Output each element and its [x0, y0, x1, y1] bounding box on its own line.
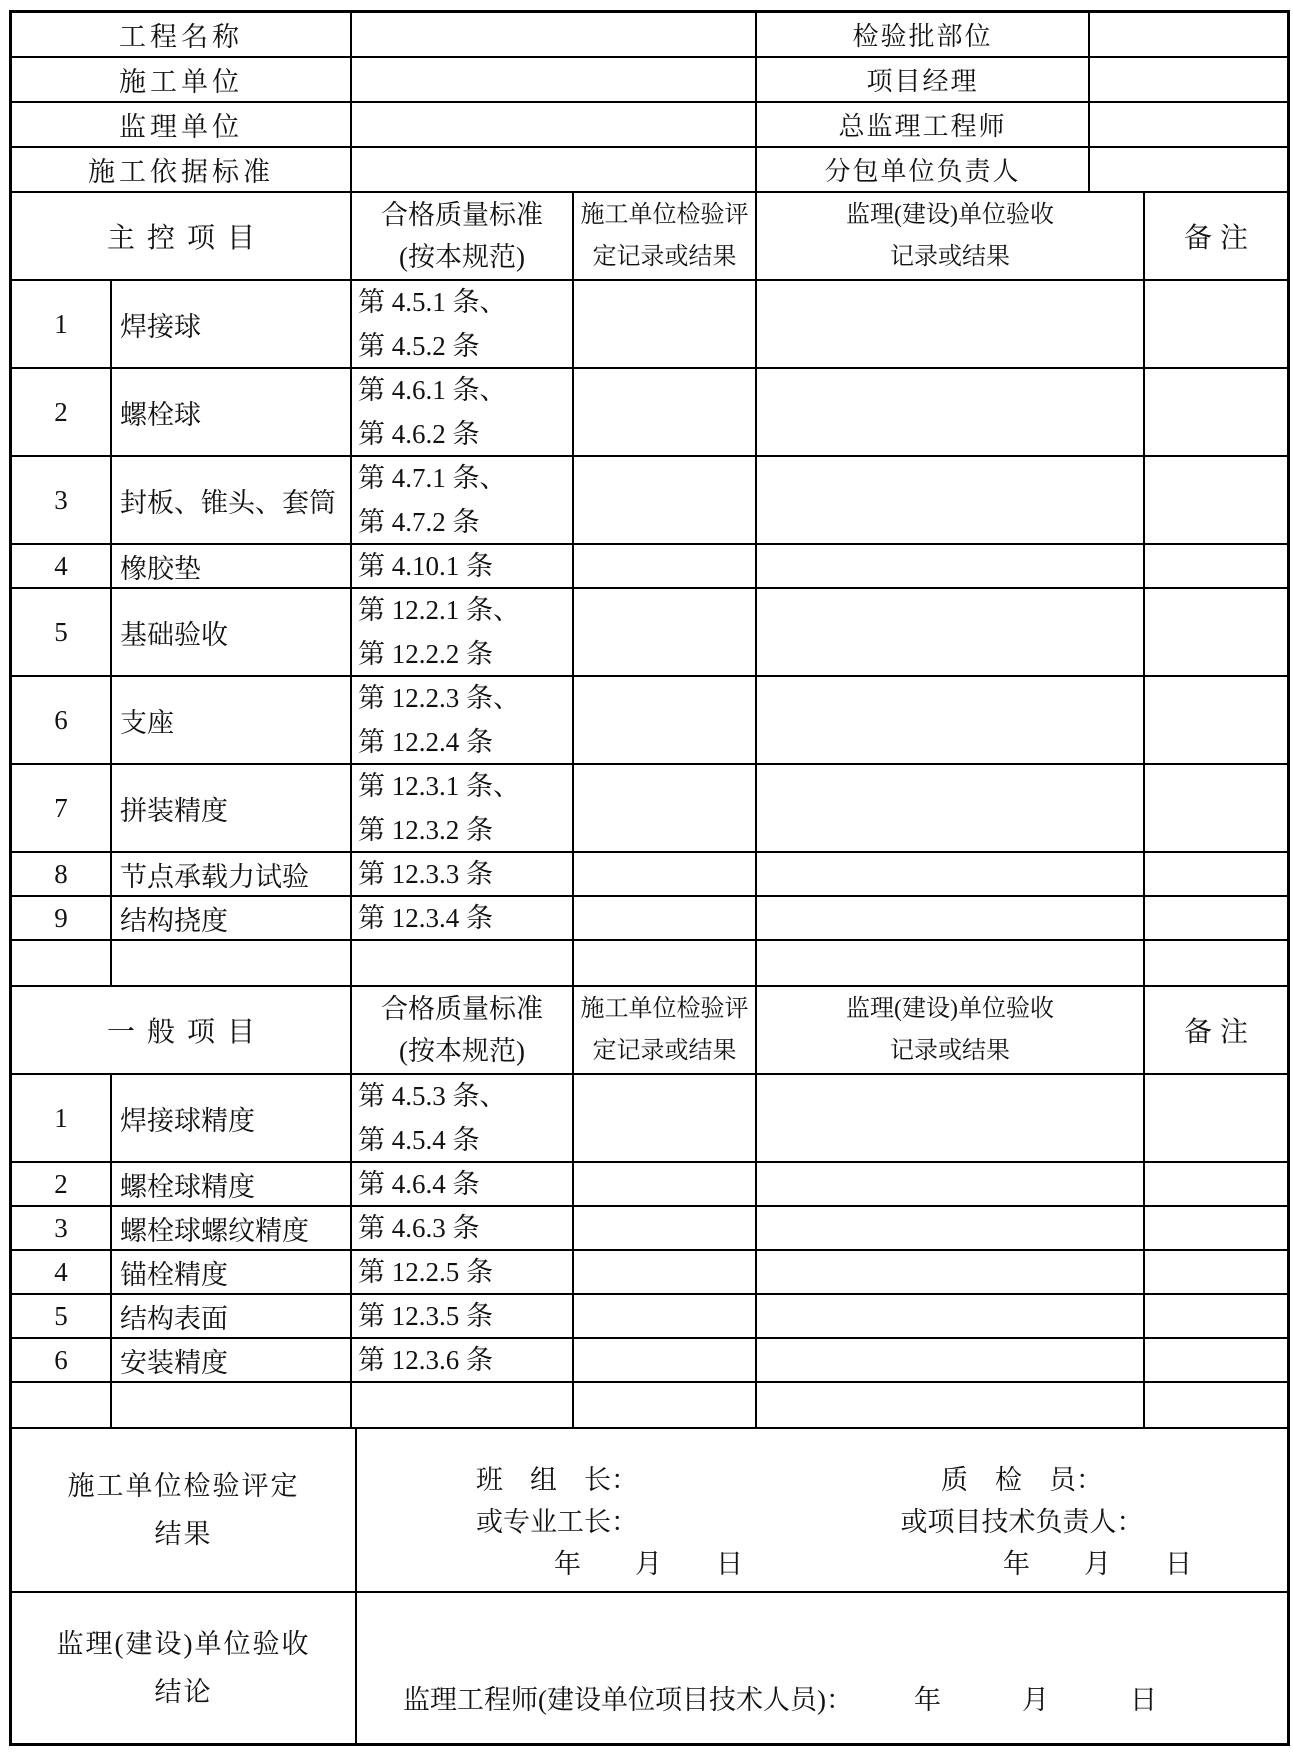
row-number-cell: [12, 941, 112, 985]
construction-header-line1: 施工单位检验评: [580, 996, 749, 1022]
construction-record-cell: [574, 1207, 757, 1249]
team-leader-label: 班 组 长：: [476, 1465, 638, 1495]
standard-cell: [352, 1383, 574, 1427]
remark-cell: [1145, 369, 1287, 455]
standard-line: 第 4.7.2 条: [358, 507, 480, 537]
supervision-record-cell: [757, 1295, 1145, 1337]
supervision-record-cell: [757, 941, 1145, 985]
row-number-cell: 2: [12, 369, 112, 455]
standard-line: 第 4.5.4 条: [358, 1125, 480, 1155]
construction-record-cell: [574, 1075, 757, 1161]
table-row: [12, 1075, 1287, 1163]
info-row: [12, 58, 1287, 103]
standard-line: 第 4.6.2 条: [358, 419, 480, 449]
construction-result-signatures: [357, 1429, 1287, 1591]
table-row: [12, 941, 1287, 987]
standard-cell: [352, 853, 574, 895]
standard-line: 第 4.5.1 条、: [358, 287, 507, 317]
batch-location-label: 检验批部位: [757, 13, 1090, 56]
standard-line: 第 4.10.1 条: [358, 551, 493, 581]
standard-header-line2: (按本规范): [399, 1036, 525, 1066]
general-section-header: [12, 987, 1287, 1075]
supervision-date-line: 年 月 日: [914, 1685, 1157, 1715]
subcontractor-head-label: 分包单位负责人: [757, 148, 1090, 191]
item-name-cell: 基础验收: [112, 589, 352, 675]
row-number-cell: 6: [12, 1339, 112, 1381]
row-number-cell: 9: [12, 897, 112, 939]
standard-cell: [352, 941, 574, 985]
construction-record-cell: [574, 1163, 757, 1205]
main-section-title: 主控项目: [12, 193, 352, 279]
item-name-cell: 焊接球精度: [112, 1075, 352, 1161]
project-info-section: [12, 13, 1287, 193]
standard-cell: [352, 897, 574, 939]
subcontractor-head-value: [1090, 148, 1287, 191]
standard-line: 第 12.2.1 条、: [358, 595, 520, 625]
item-name-cell: 螺栓球: [112, 369, 352, 455]
standard-header-line1: 合格质量标准: [381, 200, 543, 230]
item-name-cell: 封板、锥头、套筒: [112, 457, 352, 543]
item-name-cell: 锚栓精度: [112, 1251, 352, 1293]
construction-record-cell: [574, 897, 757, 939]
standard-line: 第 12.3.2 条: [358, 815, 493, 845]
quality-inspector-label: 质 检 员：: [941, 1465, 1103, 1495]
chief-engineer-label: 总监理工程师: [757, 103, 1090, 146]
row-number-cell: 7: [12, 765, 112, 851]
inspection-record-table: [9, 10, 1290, 1746]
supervision-record-cell: [757, 677, 1145, 763]
supervision-conclusion-label: [12, 1593, 357, 1743]
supervision-header-line1: 监理(建设)单位验收: [846, 996, 1054, 1022]
info-row: [12, 103, 1287, 148]
supervision-record-cell: [757, 853, 1145, 895]
construction-header-line2: 定记录或结果: [592, 1038, 737, 1064]
standard-line: 第 12.3.1 条、: [358, 771, 520, 801]
row-number-cell: 1: [12, 281, 112, 367]
row-number-cell: 2: [12, 1163, 112, 1205]
standard-header-line2: (按本规范): [399, 242, 525, 272]
professional-foreman-label: 或专业工长：: [476, 1507, 638, 1537]
general-items-rows: [12, 1075, 1287, 1429]
row-number-cell: 5: [12, 1295, 112, 1337]
table-row: [12, 1383, 1287, 1429]
supervision-record-cell: [757, 1339, 1145, 1381]
standard-line: 第 12.2.5 条: [358, 1257, 493, 1287]
signature-line: [357, 1501, 1287, 1543]
table-row: [12, 281, 1287, 369]
supervision-column-header: [757, 193, 1145, 279]
construction-record-cell: [574, 941, 757, 985]
construction-record-cell: [574, 853, 757, 895]
supervision-record-cell: [757, 1251, 1145, 1293]
standard-line: 第 4.6.3 条: [358, 1213, 480, 1243]
table-row: [12, 1207, 1287, 1251]
table-row: [12, 765, 1287, 853]
date-line-right: 年 月 日: [1003, 1549, 1192, 1579]
standard-line: 第 4.6.4 条: [358, 1169, 480, 1199]
standard-line: 第 4.5.3 条、: [358, 1081, 507, 1111]
table-row: [12, 545, 1287, 589]
supervision-column-header: [757, 987, 1145, 1073]
supervision-record-cell: [757, 369, 1145, 455]
row-number-cell: 3: [12, 457, 112, 543]
main-section-header: [12, 193, 1287, 281]
remark-cell: [1145, 897, 1287, 939]
construction-header-line2: 定记录或结果: [592, 244, 737, 270]
remark-cell: [1145, 457, 1287, 543]
general-section-title: 一般项目: [12, 987, 352, 1073]
standard-line: 第 12.2.2 条: [358, 639, 493, 669]
standard-cell: [352, 1207, 574, 1249]
supervision-record-cell: [757, 589, 1145, 675]
supervision-record-cell: [757, 765, 1145, 851]
supervision-unit-label: 监理单位: [12, 103, 352, 146]
remark-cell: [1145, 941, 1287, 985]
supervision-record-cell: [757, 545, 1145, 587]
supervision-record-cell: [757, 457, 1145, 543]
remark-cell: [1145, 1207, 1287, 1249]
construction-record-cell: [574, 677, 757, 763]
construction-result-label-line1: 施工单位检验评定: [67, 1471, 300, 1501]
remark-cell: [1145, 281, 1287, 367]
remark-cell: [1145, 1383, 1287, 1427]
construction-record-cell: [574, 1339, 757, 1381]
item-name-cell: 节点承载力试验: [112, 853, 352, 895]
construction-record-cell: [574, 545, 757, 587]
row-number-cell: 5: [12, 589, 112, 675]
item-name-cell: 安装精度: [112, 1339, 352, 1381]
standard-cell: [352, 369, 574, 455]
remark-cell: [1145, 677, 1287, 763]
standard-cell: [352, 1163, 574, 1205]
supervision-record-cell: [757, 1383, 1145, 1427]
table-row: [12, 677, 1287, 765]
row-number-cell: [12, 1383, 112, 1427]
info-row: [12, 13, 1287, 58]
standard-line: 第 12.3.3 条: [358, 859, 493, 889]
construction-record-cell: [574, 281, 757, 367]
supervision-unit-value: [352, 103, 757, 146]
construction-result-label-line2: 结果: [154, 1519, 213, 1549]
remark-cell: [1145, 765, 1287, 851]
supervision-conclusion-label-line2: 结论: [154, 1677, 213, 1707]
construction-result-section: [12, 1429, 1287, 1593]
project-name-value: [352, 13, 757, 56]
supervision-conclusion-label-line1: 监理(建设)单位验收: [56, 1629, 311, 1659]
standard-column-header: [352, 193, 574, 279]
supervision-header-line2: 记录或结果: [890, 244, 1010, 270]
standard-column-header: [352, 987, 574, 1073]
construction-record-cell: [574, 765, 757, 851]
construction-record-cell: [574, 369, 757, 455]
row-number-cell: 3: [12, 1207, 112, 1249]
standard-cell: [352, 677, 574, 763]
row-number-cell: 6: [12, 677, 112, 763]
construction-unit-value: [352, 58, 757, 101]
row-number-cell: 8: [12, 853, 112, 895]
standard-cell: [352, 1251, 574, 1293]
table-row: [12, 369, 1287, 457]
construction-record-cell: [574, 1383, 757, 1427]
signature-line: [357, 1459, 1287, 1501]
supervision-conclusion-section: [12, 1593, 1287, 1743]
standard-cell: [352, 1075, 574, 1161]
construction-record-cell: [574, 457, 757, 543]
item-name-cell: [112, 1383, 352, 1427]
item-name-cell: 支座: [112, 677, 352, 763]
standard-cell: [352, 281, 574, 367]
main-items-rows: [12, 281, 1287, 987]
table-row: [12, 589, 1287, 677]
batch-location-value: [1090, 13, 1287, 56]
standard-cell: [352, 765, 574, 851]
table-row: [12, 1339, 1287, 1383]
technical-head-label: 或项目技术负责人：: [900, 1507, 1144, 1537]
item-name-cell: [112, 941, 352, 985]
construction-unit-label: 施工单位: [12, 58, 352, 101]
table-row: [12, 1163, 1287, 1207]
info-row: [12, 148, 1287, 193]
standard-cell: [352, 457, 574, 543]
item-name-cell: 螺栓球精度: [112, 1163, 352, 1205]
construction-header-line1: 施工单位检验评: [580, 202, 749, 228]
remark-cell: [1145, 1339, 1287, 1381]
date-line-left: 年 月 日: [554, 1549, 743, 1579]
construction-record-cell: [574, 1295, 757, 1337]
standard-line: 第 12.2.3 条、: [358, 683, 520, 713]
supervision-engineer-label: 监理工程师(建设单位项目技术人员)：: [403, 1685, 853, 1715]
project-manager-label: 项目经理: [757, 58, 1090, 101]
remark-cell: [1145, 1251, 1287, 1293]
supervision-record-cell: [757, 1075, 1145, 1161]
standard-cell: [352, 589, 574, 675]
item-name-cell: 结构挠度: [112, 897, 352, 939]
table-row: [12, 457, 1287, 545]
remark-cell: [1145, 1163, 1287, 1205]
construction-column-header: [574, 987, 757, 1073]
standard-line: 第 4.6.1 条、: [358, 375, 507, 405]
construction-record-cell: [574, 589, 757, 675]
table-row: [12, 1295, 1287, 1339]
supervision-header-line1: 监理(建设)单位验收: [846, 202, 1054, 228]
item-name-cell: 结构表面: [112, 1295, 352, 1337]
remark-column-header: 备注: [1183, 1017, 1256, 1048]
remark-cell: [1145, 853, 1287, 895]
remark-cell: [1145, 545, 1287, 587]
supervision-header-line2: 记录或结果: [890, 1038, 1010, 1064]
remark-cell: [1145, 589, 1287, 675]
standard-basis-value: [352, 148, 757, 191]
standard-cell: [352, 1295, 574, 1337]
row-number-cell: 1: [12, 1075, 112, 1161]
construction-result-label: [12, 1429, 357, 1591]
item-name-cell: 拼装精度: [112, 765, 352, 851]
standard-line: 第 12.2.4 条: [358, 727, 493, 757]
standard-line: 第 4.5.2 条: [358, 331, 480, 361]
table-row: [12, 853, 1287, 897]
standard-line: 第 4.7.1 条、: [358, 463, 507, 493]
table-row: [12, 1251, 1287, 1295]
supervision-record-cell: [757, 897, 1145, 939]
row-number-cell: 4: [12, 1251, 112, 1293]
standard-cell: [352, 1339, 574, 1381]
table-row: [12, 897, 1287, 941]
project-manager-value: [1090, 58, 1287, 101]
item-name-cell: 螺栓球螺纹精度: [112, 1207, 352, 1249]
remark-cell: [1145, 1295, 1287, 1337]
standard-line: 第 12.3.4 条: [358, 903, 493, 933]
remark-column-header: 备注: [1183, 223, 1256, 254]
standard-line: 第 12.3.5 条: [358, 1301, 493, 1331]
standard-line: 第 12.3.6 条: [358, 1345, 493, 1375]
remark-cell: [1145, 1075, 1287, 1161]
supervision-record-cell: [757, 281, 1145, 367]
standard-basis-label: 施工依据标准: [12, 148, 352, 191]
item-name-cell: 橡胶垫: [112, 545, 352, 587]
standard-cell: [352, 545, 574, 587]
supervision-conclusion-signature: [357, 1593, 1287, 1743]
standard-header-line1: 合格质量标准: [381, 994, 543, 1024]
supervision-record-cell: [757, 1163, 1145, 1205]
item-name-cell: 焊接球: [112, 281, 352, 367]
row-number-cell: 4: [12, 545, 112, 587]
chief-engineer-value: [1090, 103, 1287, 146]
construction-record-cell: [574, 1251, 757, 1293]
construction-column-header: [574, 193, 757, 279]
signature-line: [357, 1543, 1287, 1585]
project-name-label: 工程名称: [12, 13, 352, 56]
supervision-record-cell: [757, 1207, 1145, 1249]
